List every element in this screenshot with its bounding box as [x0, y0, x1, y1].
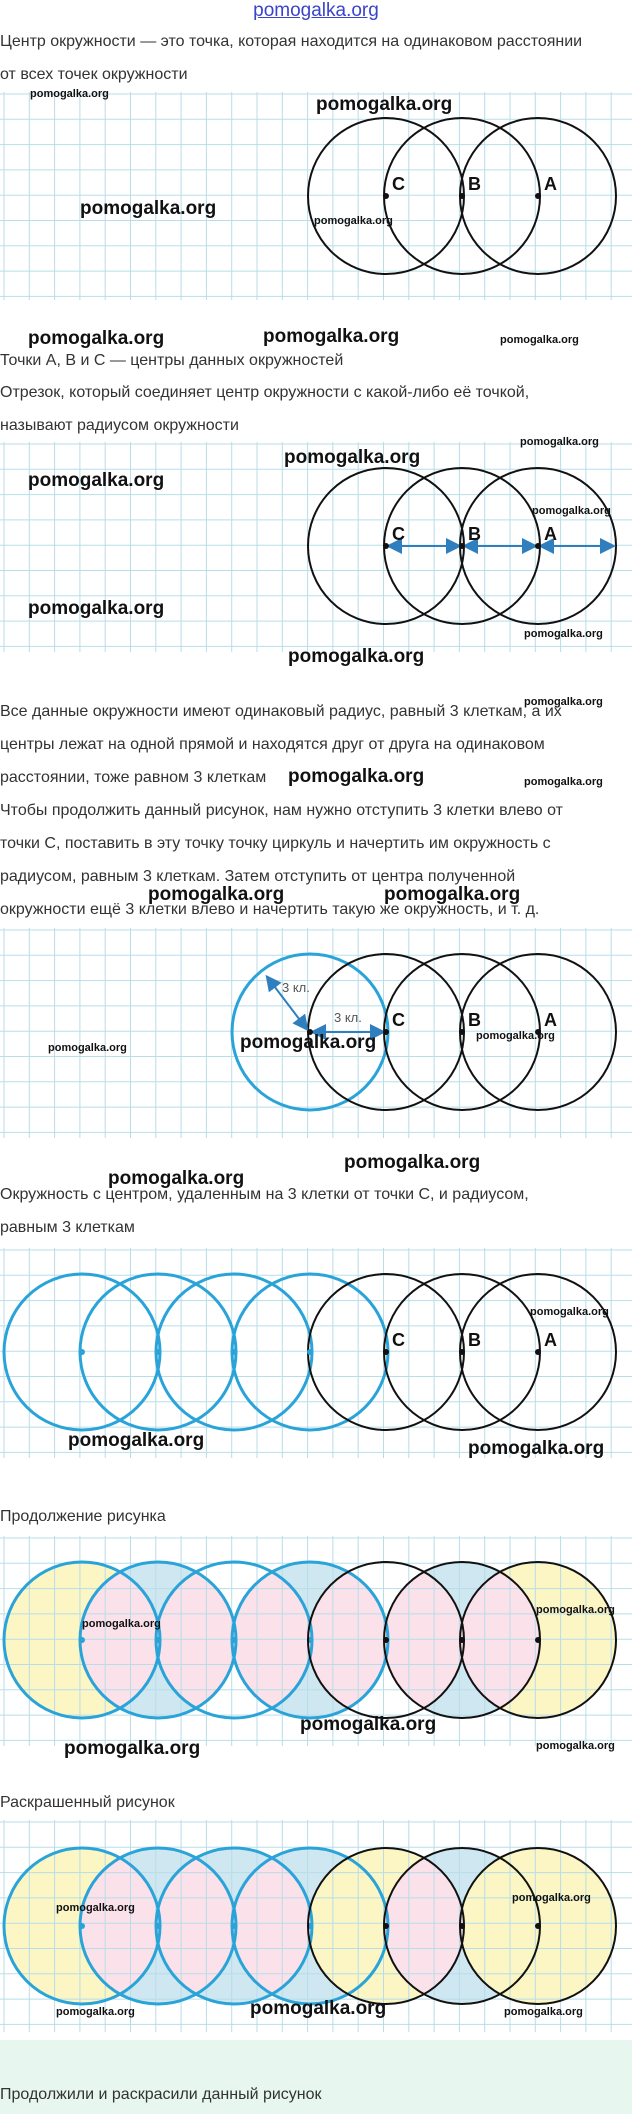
watermark: pomogalka.org — [316, 94, 453, 115]
watermark: pomogalka.org — [56, 2006, 135, 2018]
paragraph-new-circle — [0, 1178, 632, 1244]
watermark: pomogalka.org — [532, 505, 611, 517]
label-c: C — [392, 174, 405, 194]
watermark: pomogalka.org — [240, 1032, 377, 1053]
text-line: Центр окружности — это точка, которая находится на одинаковом расстоянии — [0, 33, 583, 50]
label-b: B — [468, 524, 481, 544]
watermark: pomogalka.org — [263, 326, 400, 347]
watermark: pomogalka.org — [30, 88, 109, 100]
label-b: B — [468, 1330, 481, 1350]
watermark: pomogalka.org — [48, 1042, 127, 1054]
center-dot-b — [459, 193, 465, 199]
step-label-offset: 3 кл. — [334, 1010, 362, 1025]
watermark: pomogalka.org — [250, 1998, 387, 2019]
watermark: pomogalka.org — [504, 2006, 583, 2018]
label-a: A — [544, 174, 557, 194]
watermark: pomogalka.org — [28, 470, 165, 491]
label-c: C — [392, 1010, 405, 1030]
site-header[interactable]: pomogalka.org — [253, 0, 379, 21]
text-line: Точки A, B и C — центры данных окружностей — [0, 352, 344, 369]
text-line: Раскрашенный рисунок — [0, 1794, 175, 1811]
center-dot-a — [535, 193, 541, 199]
paragraph-centers — [0, 344, 632, 377]
text-line: расстоянии, тоже равном 3 клеткам — [0, 769, 267, 786]
text-line: Отрезок, который соединяет центр окружности с какой-либо её точкой, — [0, 384, 530, 401]
label-b: B — [468, 174, 481, 194]
paragraph-colored — [0, 1786, 632, 1819]
watermark: pomogalka.org — [524, 696, 603, 708]
watermark: pomogalka.org — [68, 1430, 205, 1451]
figure-three-circles — [0, 92, 632, 300]
label-c: C — [392, 524, 405, 544]
center-dot-c — [383, 193, 389, 199]
paragraph-continuation — [0, 1500, 632, 1533]
watermark: pomogalka.org — [284, 447, 421, 468]
watermark: pomogalka.org — [108, 1168, 245, 1189]
label-b: B — [468, 1010, 481, 1030]
label-c: C — [392, 1330, 405, 1350]
label-a: A — [544, 1330, 557, 1350]
watermark: pomogalka.org — [56, 1902, 135, 1914]
text-line: центры лежат на одной прямой и находятся друг от друга на одинаковом — [0, 736, 545, 753]
watermark: pomogalka.org — [288, 646, 425, 667]
text-line: называют радиусом окружности — [0, 417, 239, 434]
watermark: pomogalka.org — [344, 1152, 481, 1173]
watermark: pomogalka.org — [468, 1438, 605, 1459]
text-line: окружности ещё 3 клетки влево и начертить такую же окружность, и т. д. — [0, 901, 540, 918]
watermark: pomogalka.org — [476, 1030, 555, 1042]
label-a: A — [544, 524, 557, 544]
paragraph-instructions — [0, 794, 632, 926]
paragraph-radius-definition — [0, 376, 632, 442]
text-line: равным 3 клеткам — [0, 1219, 135, 1236]
text-line: от всех точек окружности — [0, 66, 188, 83]
paragraph-definition-center — [0, 25, 632, 91]
watermark: pomogalka.org — [300, 1714, 437, 1735]
text-line: Продолжение рисунка — [0, 1508, 166, 1525]
watermark: pomogalka.org — [520, 436, 599, 448]
label-a: A — [544, 1010, 557, 1030]
center-dot-c — [383, 1029, 389, 1035]
watermark: pomogalka.org — [80, 198, 217, 219]
text-line: Окружность с центром, удаленным на 3 клетки от точки C, и радиусом, — [0, 1186, 529, 1203]
outline-center-7 — [535, 1923, 541, 1929]
center-dot-b — [459, 543, 465, 549]
center-dot-b — [459, 1029, 465, 1035]
center-dot-a — [535, 543, 541, 549]
watermark: pomogalka.org — [28, 598, 165, 619]
paragraph-result — [0, 2078, 632, 2111]
watermark: pomogalka.org — [512, 1892, 591, 1904]
text-line: радиусом, равным 3 клеткам. Затем отступить от центра полученной — [0, 868, 516, 885]
watermark: pomogalka.org — [524, 776, 603, 788]
watermark: pomogalka.org — [314, 215, 393, 227]
text-line: Все данные окружности имеют одинаковый радиус, равный 3 клеткам, а их — [0, 703, 562, 720]
text-line: Продолжили и раскрасили данный рисунок — [0, 2086, 322, 2103]
step-label-radius: 3 кл. — [282, 980, 310, 995]
watermark: pomogalka.org — [524, 628, 603, 640]
watermark: pomogalka.org — [28, 328, 165, 349]
text-line: точки C, поставить в эту точку точку циркуль и начертить им окружность с — [0, 835, 551, 852]
watermark: pomogalka.org — [148, 884, 285, 905]
watermark: pomogalka.org — [536, 1740, 615, 1752]
text-line: Чтобы продолжить данный рисунок, нам нужно отступить 3 клетки влево от — [0, 802, 563, 819]
watermark: pomogalka.org — [288, 766, 425, 787]
watermark: pomogalka.org — [500, 334, 579, 346]
watermark: pomogalka.org — [530, 1306, 609, 1318]
center-dot-c — [383, 543, 389, 549]
outline-center-7 — [535, 1637, 541, 1643]
watermark: pomogalka.org — [384, 884, 521, 905]
watermark: pomogalka.org — [64, 1738, 201, 1759]
watermark: pomogalka.org — [536, 1604, 615, 1616]
figure-blue-circles — [0, 1248, 632, 1458]
watermark: pomogalka.org — [82, 1618, 161, 1630]
